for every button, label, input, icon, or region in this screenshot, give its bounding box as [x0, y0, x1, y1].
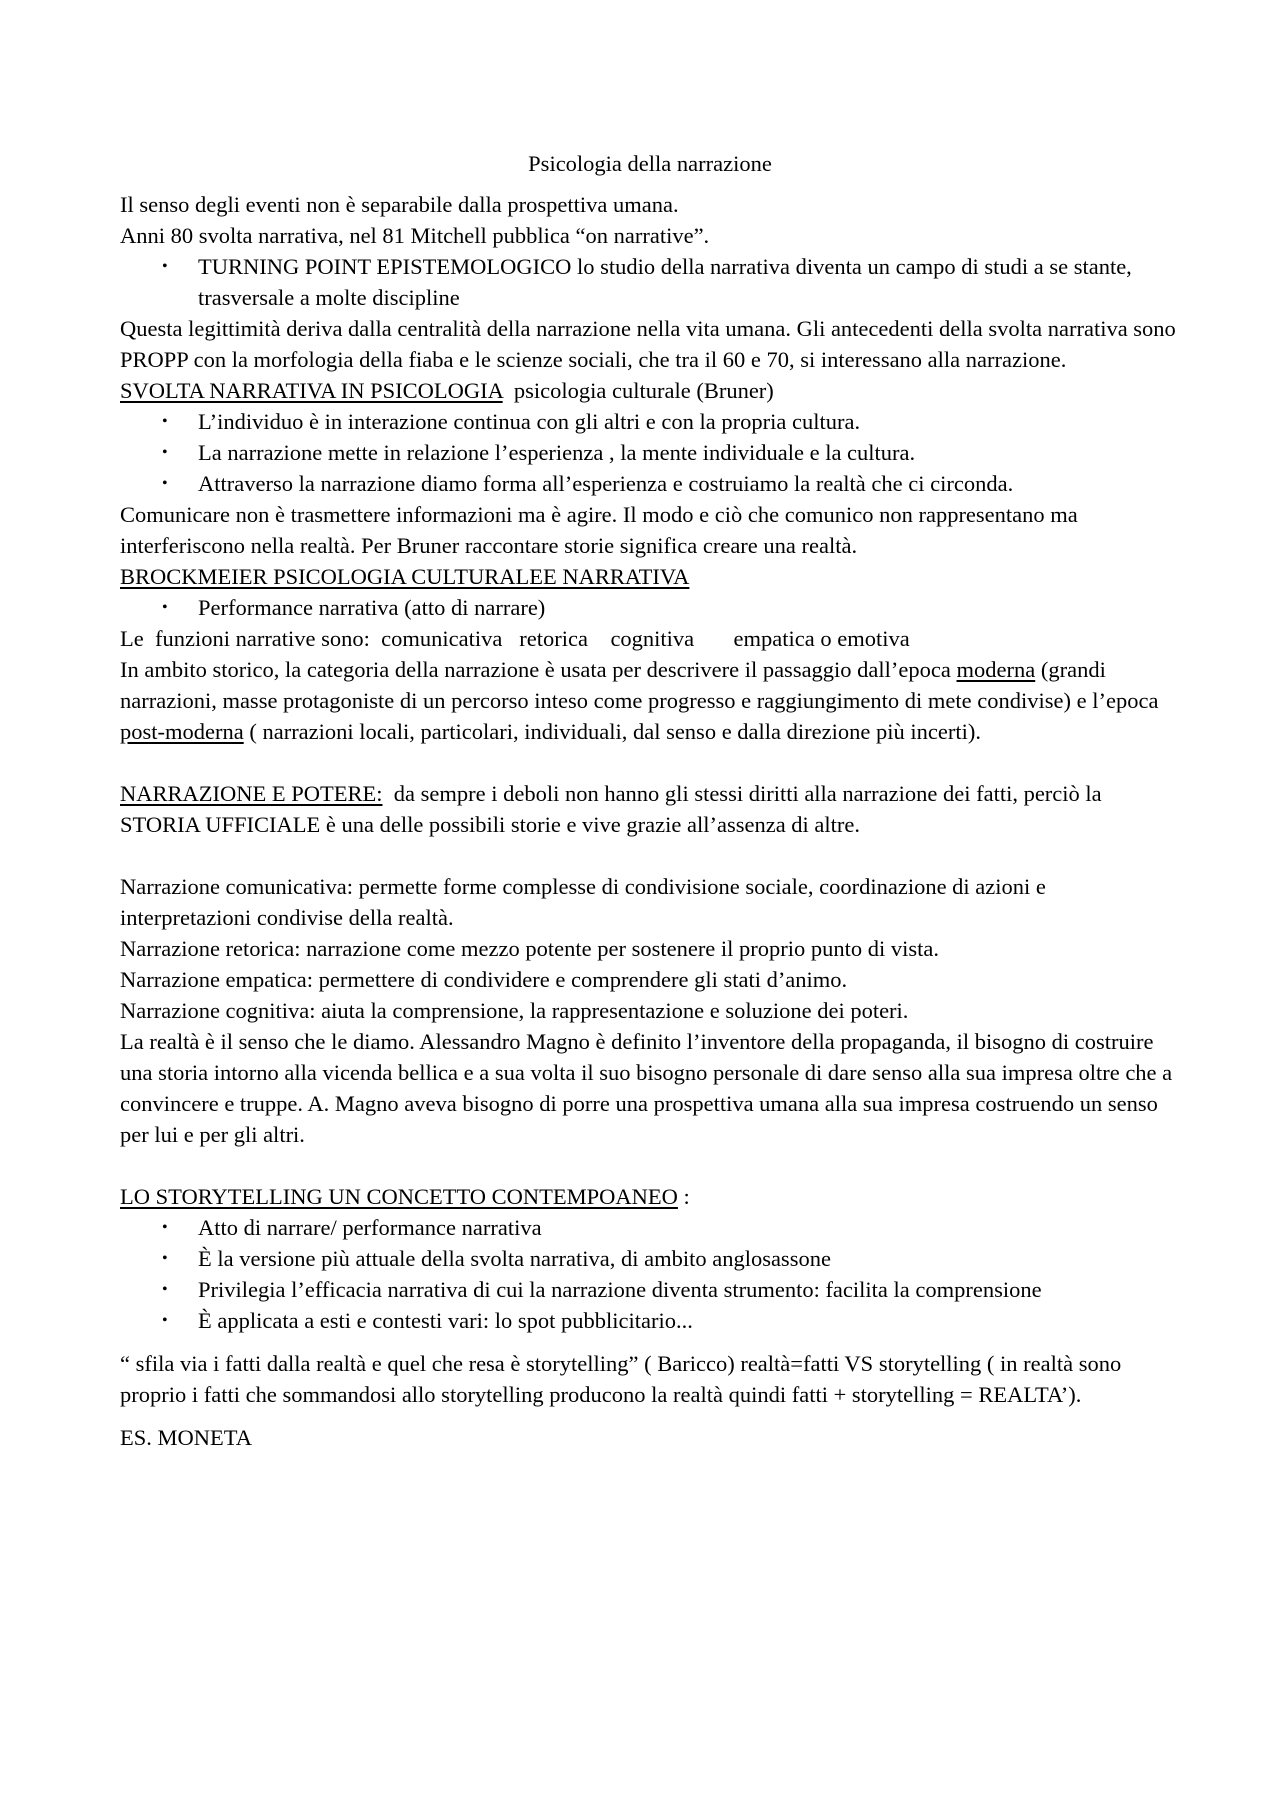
text-span: In ambito storico, la categoria della narrazione è usata per descrivere il passaggio dall’epoca	[120, 657, 957, 682]
heading-narrazione-potere: NARRAZIONE E POTERE:	[120, 781, 383, 806]
paragraph-baricco-quote: “ sfila via i fatti dalla realtà e quel che resa è storytelling” ( Baricco) realtà=fatti VS storytelling ( in realtà sono proprio i fatti che sommandosi allo storytelling producono la realtà quindi fatti + storytelling = REALTA’).	[120, 1351, 1122, 1407]
list-item	[120, 1243, 1180, 1274]
list-item-text: È applicata a esti e contesti vari: lo spot pubblicitario...	[198, 1308, 693, 1333]
document-title: Psicologia della narrazione	[528, 151, 772, 176]
document-page	[120, 148, 1180, 1453]
spacer	[120, 840, 1180, 871]
bullet-list-bruner	[120, 406, 1180, 499]
spacer	[120, 1150, 1180, 1181]
paragraph-narrazione-potere-tail: da sempre i deboli non hanno gli stessi diritti alla narrazione dei fatti, perciò la STORIA UFFICIALE è una delle possibili storie e vive grazie all’assenza di altre.	[120, 781, 1108, 837]
list-item-text: Attraverso la narrazione diamo forma all’esperienza e costruiamo la realtà che ci circonda.	[198, 471, 1014, 496]
heading-storytelling-tail: :	[677, 1184, 690, 1209]
bullet-list-storytelling	[120, 1212, 1180, 1336]
underlined-moderna: moderna	[956, 657, 1036, 682]
underlined-post-moderna: post-moderna	[120, 719, 244, 744]
heading-storytelling	[120, 1181, 1180, 1212]
bullet-list-turning-point	[120, 251, 1180, 313]
bullet-icon: •	[162, 1312, 168, 1329]
spacer	[120, 1336, 1180, 1348]
heading-brockmeier-underlined: BROCKMEIER PSICOLOGIA CULTURALEE NARRATIVA	[120, 564, 690, 589]
heading-storytelling-underlined: LO STORYTELLING UN CONCETTO CONTEMPOANEO	[120, 1184, 678, 1209]
text-span: (grandi narrazioni, masse protagoniste di un percorso inteso come progresso e raggiungimento di mete condivise) e l’epoca	[120, 657, 1159, 713]
paragraph-narrazione-retorica: Narrazione retorica: narrazione come mezzo potente per sostenere il proprio punto di vista.	[120, 936, 940, 961]
paragraph-anni-80: Anni 80 svolta narrativa, nel 81 Mitchell pubblica “on narrative”.	[120, 223, 710, 248]
list-item	[120, 251, 1180, 313]
bullet-icon: •	[162, 475, 168, 492]
heading-svolta-narrativa	[120, 375, 1180, 406]
list-item-text: TURNING POINT EPISTEMOLOGICO lo studio della narrativa diventa un campo di studi a se stante, trasversale a molte discipline	[198, 254, 1132, 310]
heading-svolta-narrativa-tail: psicologia culturale (Bruner)	[502, 378, 774, 403]
list-item	[120, 468, 1180, 499]
list-item-text: L’individuo è in interazione continua con gli altri e con la propria cultura.	[198, 409, 861, 434]
paragraph-narrazione-potere	[120, 778, 1180, 840]
list-item	[120, 406, 1180, 437]
paragraph-narrazione-comunicativa: Narrazione comunicativa: permette forme complesse di condivisione sociale, coordinazione di azioni e interpretazioni condivise della realtà.	[120, 874, 1046, 930]
list-item	[120, 1212, 1180, 1243]
paragraph-intro: Il senso degli eventi non è separabile dalla prospettiva umana.	[120, 192, 679, 217]
paragraph-ambito-storico	[120, 654, 1180, 747]
paragraph-es-moneta: ES. MONETA	[120, 1425, 252, 1450]
spacer	[120, 747, 1180, 778]
paragraph-comunicare: Comunicare non è trasmettere informazioni ma è agire. Il modo e ciò che comunico non rappresentano ma interferiscono nella realtà. Per Bruner raccontare storie significa creare una realtà.	[120, 502, 1078, 558]
spacer	[120, 1410, 1180, 1422]
bullet-icon: •	[162, 599, 168, 616]
bullet-icon: •	[162, 1219, 168, 1236]
heading-brockmeier	[120, 561, 1180, 592]
bullet-icon: •	[162, 258, 168, 275]
text-span: ( narrazioni locali, particolari, individuali, dal senso e dalla direzione più incerti).	[243, 719, 981, 744]
list-item	[120, 592, 1180, 623]
bullet-icon: •	[162, 413, 168, 430]
bullet-list-performance	[120, 592, 1180, 623]
bullet-icon: •	[162, 444, 168, 461]
list-item-text: Atto di narrare/ performance narrativa	[198, 1215, 542, 1240]
list-item-text: La narrazione mette in relazione l’esperienza , la mente individuale e la cultura.	[198, 440, 916, 465]
paragraph-narrazione-empatica: Narrazione empatica: permettere di condividere e comprendere gli stati d’animo.	[120, 967, 848, 992]
paragraph-legittimita: Questa legittimità deriva dalla centralità della narrazione nella vita umana. Gli antecedenti della svolta narrativa sono PROPP con la morfologia della fiaba e le scienze sociali, che tra il 60 e 70, si interessano alla narrazione.	[120, 316, 1176, 372]
list-item	[120, 1305, 1180, 1336]
list-item-text: È la versione più attuale della svolta narrativa, di ambito anglosassone	[198, 1246, 831, 1271]
bullet-icon: •	[162, 1281, 168, 1298]
paragraph-alessandro-magno: La realtà è il senso che le diamo. Alessandro Magno è definito l’inventore della propaganda, il bisogno di costruire una storia intorno alla vicenda bellica e a sua volta il suo bisogno personale di dare senso alla sua impresa oltre che a convincere e truppe. A. Magno aveva bisogno di porre una prospettiva umana alla sua impresa costruendo un senso per lui e per gli altri.	[120, 1029, 1173, 1147]
heading-svolta-narrativa-underlined: SVOLTA NARRATIVA IN PSICOLOGIA	[120, 378, 503, 403]
bullet-icon: •	[162, 1250, 168, 1267]
list-item	[120, 1274, 1180, 1305]
list-item-text: Privilegia l’efficacia narrativa di cui la narrazione diventa strumento: facilita la comprensione	[198, 1277, 1042, 1302]
list-item-text: Performance narrativa (atto di narrare)	[198, 595, 546, 620]
paragraph-narrazione-cognitiva: Narrazione cognitiva: aiuta la comprensione, la rappresentazione e soluzione dei poteri.	[120, 998, 909, 1023]
list-item	[120, 437, 1180, 468]
paragraph-funzioni: Le funzioni narrative sono: comunicativa retorica cognitiva empatica o emotiva	[120, 626, 910, 651]
